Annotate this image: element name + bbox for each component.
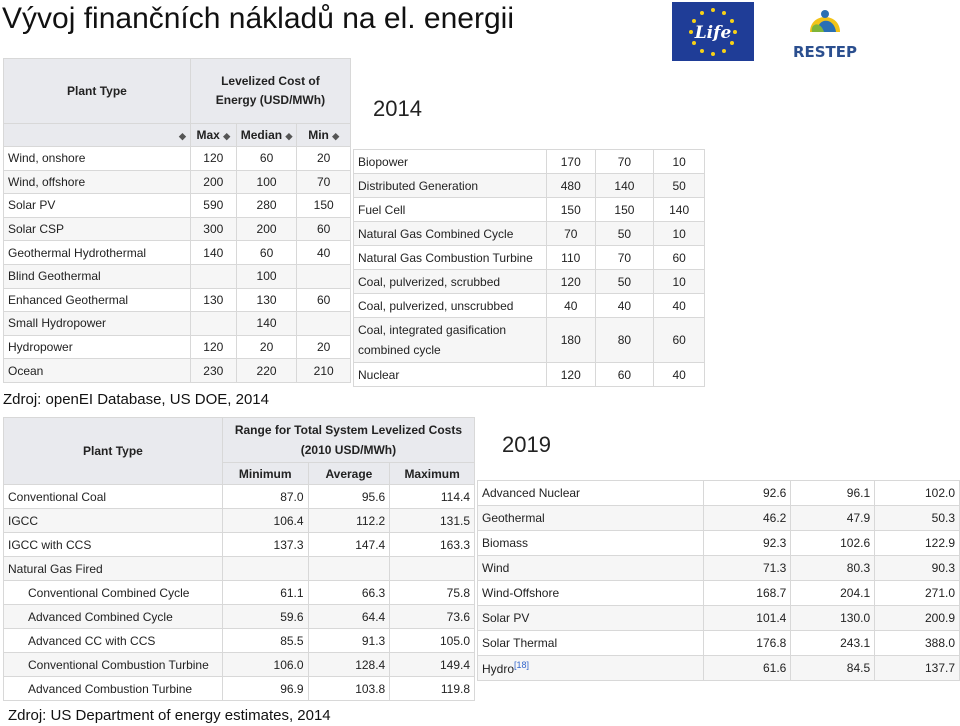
table-row <box>354 294 705 318</box>
table-row <box>354 363 705 387</box>
value-cell: 90.3 <box>875 556 960 581</box>
value-cell: 59.6 <box>222 605 308 629</box>
header-max[interactable]: Max ◆ <box>190 124 236 147</box>
value-cell: 147.4 <box>308 533 390 557</box>
value-cell: 130 <box>236 288 297 312</box>
value-cell <box>297 312 351 336</box>
table-row <box>4 147 351 171</box>
table-row <box>354 150 705 174</box>
header-maximum: Maximum <box>390 463 475 485</box>
table-row <box>478 606 960 631</box>
value-cell: 60 <box>236 241 297 265</box>
value-cell: 102.6 <box>791 531 875 556</box>
value-cell: 96.9 <box>222 677 308 701</box>
value-cell: 130.0 <box>791 606 875 631</box>
value-cell: 114.4 <box>390 485 475 509</box>
value-cell: 163.3 <box>390 533 475 557</box>
value-cell: 149.4 <box>390 653 475 677</box>
value-cell: 60 <box>297 217 351 241</box>
value-cell: 60 <box>297 288 351 312</box>
table-row <box>478 631 960 656</box>
value-cell: 100 <box>236 170 297 194</box>
header-plant-type: Plant Type <box>4 59 191 124</box>
value-cell: 91.3 <box>308 629 390 653</box>
value-cell: 50 <box>595 222 654 246</box>
plant-type-cell: Natural Gas Combustion Turbine <box>354 246 547 270</box>
value-cell: 120 <box>190 335 236 359</box>
plant-type-cell: Geothermal <box>478 506 704 531</box>
plant-type-cell: Advanced Nuclear <box>478 481 704 506</box>
value-cell: 50 <box>595 270 654 294</box>
value-cell: 60 <box>654 246 705 270</box>
value-cell: 40 <box>595 294 654 318</box>
value-cell: 200 <box>190 170 236 194</box>
plant-type-cell: Solar Thermal <box>478 631 704 656</box>
plant-type-cell: Solar PV <box>4 194 191 218</box>
plant-type-cell: Nuclear <box>354 363 547 387</box>
table-row <box>4 170 351 194</box>
value-cell: 40 <box>546 294 595 318</box>
value-cell: 120 <box>546 270 595 294</box>
value-cell: 128.4 <box>308 653 390 677</box>
value-cell <box>390 557 475 581</box>
restep-logo-text: RESTEP <box>792 43 858 61</box>
value-cell: 10 <box>654 270 705 294</box>
value-cell: 61.1 <box>222 581 308 605</box>
value-cell: 80.3 <box>791 556 875 581</box>
value-cell: 75.8 <box>390 581 475 605</box>
eu-life-logo-text: Life <box>694 23 732 43</box>
value-cell: 131.5 <box>390 509 475 533</box>
header-average: Average <box>308 463 390 485</box>
plant-type-cell: Blind Geothermal <box>4 264 191 288</box>
plant-type-cell: IGCC with CCS <box>4 533 223 557</box>
source-note-2019: Zdroj: US Department of energy estimates, 2014 <box>8 707 331 724</box>
value-cell: 271.0 <box>875 581 960 606</box>
header-range: Range for Total System Levelized Costs (2010 USD/MWh) <box>222 418 474 463</box>
table-row <box>4 653 475 677</box>
value-cell: 70 <box>546 222 595 246</box>
value-cell: 280 <box>236 194 297 218</box>
header-minimum: Minimum <box>222 463 308 485</box>
value-cell: 150 <box>595 198 654 222</box>
value-cell: 101.4 <box>703 606 791 631</box>
value-cell: 150 <box>546 198 595 222</box>
year-label-2014: 2014 <box>373 96 422 121</box>
value-cell: 10 <box>654 150 705 174</box>
value-cell: 50.3 <box>875 506 960 531</box>
value-cell: 480 <box>546 174 595 198</box>
header-levelized-cost: Levelized Cost of Energy (USD/MWh) <box>190 59 350 124</box>
value-cell: 140 <box>654 198 705 222</box>
table-row <box>4 241 351 265</box>
value-cell <box>308 557 390 581</box>
value-cell: 84.5 <box>791 656 875 681</box>
table-row <box>4 194 351 218</box>
sort-icon[interactable]: ◆ <box>285 131 293 141</box>
plant-type-cell: Ocean <box>4 359 191 383</box>
table-row <box>478 581 960 606</box>
value-cell: 71.3 <box>703 556 791 581</box>
value-cell: 40 <box>654 363 705 387</box>
value-cell: 112.2 <box>308 509 390 533</box>
table-row <box>354 222 705 246</box>
value-cell: 92.3 <box>703 531 791 556</box>
lcoe-2014-table-part2 <box>353 149 705 387</box>
value-cell: 61.6 <box>703 656 791 681</box>
value-cell: 64.4 <box>308 605 390 629</box>
value-cell: 150 <box>297 194 351 218</box>
table-row <box>4 359 351 383</box>
plant-type-cell: Coal, integrated gasification combined cycle <box>354 318 547 363</box>
value-cell: 66.3 <box>308 581 390 605</box>
plant-type-cell: Wind, offshore <box>4 170 191 194</box>
value-cell <box>190 264 236 288</box>
table-row <box>4 217 351 241</box>
value-cell: 10 <box>654 222 705 246</box>
plant-type-cell: Biopower <box>354 150 547 174</box>
value-cell: 87.0 <box>222 485 308 509</box>
value-cell: 92.6 <box>703 481 791 506</box>
lcoe-2019-table-part1 <box>3 417 475 701</box>
plant-type-cell: Coal, pulverized, unscrubbed <box>354 294 547 318</box>
value-cell: 388.0 <box>875 631 960 656</box>
value-cell: 70 <box>595 246 654 270</box>
value-cell: 137.7 <box>875 656 960 681</box>
value-cell: 243.1 <box>791 631 875 656</box>
value-cell: 122.9 <box>875 531 960 556</box>
value-cell: 590 <box>190 194 236 218</box>
value-cell: 80 <box>595 318 654 363</box>
plant-type-cell: Fuel Cell <box>354 198 547 222</box>
plant-type-cell: Wind, onshore <box>4 147 191 171</box>
plant-type-cell: Natural Gas Combined Cycle <box>354 222 547 246</box>
value-cell: 70 <box>297 170 351 194</box>
header-min[interactable]: Min ◆ <box>297 124 351 147</box>
plant-type-cell: Wind <box>478 556 704 581</box>
table-row <box>4 312 351 336</box>
page-title: Vývoj finančních nákladů na el. energii <box>2 2 514 35</box>
plant-type-cell: Advanced Combustion Turbine <box>4 677 223 701</box>
value-cell: 176.8 <box>703 631 791 656</box>
value-cell: 168.7 <box>703 581 791 606</box>
table-row <box>4 677 475 701</box>
table-row <box>4 605 475 629</box>
table-row <box>4 557 475 581</box>
header-median[interactable]: Median ◆ <box>236 124 297 147</box>
table-row <box>478 556 960 581</box>
value-cell: 60 <box>595 363 654 387</box>
value-cell: 200.9 <box>875 606 960 631</box>
plant-type-cell: Advanced CC with CCS <box>4 629 223 653</box>
value-cell: 85.5 <box>222 629 308 653</box>
value-cell: 95.6 <box>308 485 390 509</box>
lcoe-2014-table-part1 <box>3 58 351 383</box>
plant-type-cell: Small Hydropower <box>4 312 191 336</box>
table-row <box>354 198 705 222</box>
value-cell: 70 <box>595 150 654 174</box>
table-row <box>4 581 475 605</box>
plant-type-cell: Hydropower <box>4 335 191 359</box>
plant-type-cell: Geothermal Hydrothermal <box>4 241 191 265</box>
plant-type-cell: Hydro[18] <box>478 656 704 681</box>
table-row <box>4 533 475 557</box>
value-cell <box>222 557 308 581</box>
value-cell: 47.9 <box>791 506 875 531</box>
plant-type-cell: Natural Gas Fired <box>4 557 223 581</box>
value-cell: 20 <box>297 335 351 359</box>
value-cell: 105.0 <box>390 629 475 653</box>
plant-type-cell: Solar CSP <box>4 217 191 241</box>
table-row <box>354 270 705 294</box>
value-cell: 106.4 <box>222 509 308 533</box>
value-cell: 120 <box>190 147 236 171</box>
table-row <box>478 481 960 506</box>
plant-type-cell: Coal, pulverized, scrubbed <box>354 270 547 294</box>
sort-icon[interactable]: ◆ <box>223 131 231 141</box>
value-cell: 100 <box>236 264 297 288</box>
year-label-2019: 2019 <box>502 432 551 457</box>
plant-type-cell: Conventional Coal <box>4 485 223 509</box>
value-cell: 60 <box>236 147 297 171</box>
value-cell: 140 <box>595 174 654 198</box>
value-cell: 230 <box>190 359 236 383</box>
value-cell: 130 <box>190 288 236 312</box>
source-note-2014: Zdroj: openEI Database, US DOE, 2014 <box>3 391 269 408</box>
value-cell: 46.2 <box>703 506 791 531</box>
table-row <box>4 335 351 359</box>
value-cell: 73.6 <box>390 605 475 629</box>
value-cell: 140 <box>236 312 297 336</box>
sort-icon[interactable]: ◆ <box>178 131 186 141</box>
value-cell: 20 <box>297 147 351 171</box>
value-cell: 180 <box>546 318 595 363</box>
value-cell: 220 <box>236 359 297 383</box>
hydro-reference-link[interactable]: [18] <box>514 660 530 670</box>
plant-type-cell: Advanced Combined Cycle <box>4 605 223 629</box>
table-row <box>4 509 475 533</box>
table-row <box>4 264 351 288</box>
plant-type-cell: Distributed Generation <box>354 174 547 198</box>
table-row <box>478 656 960 681</box>
plant-type-cell: Conventional Combined Cycle <box>4 581 223 605</box>
value-cell: 40 <box>297 241 351 265</box>
value-cell: 40 <box>654 294 705 318</box>
header-plant-type-2: Plant Type <box>4 418 223 485</box>
eu-life-logo <box>672 2 754 61</box>
table-row <box>354 246 705 270</box>
plant-type-cell: Wind-Offshore <box>478 581 704 606</box>
value-cell: 300 <box>190 217 236 241</box>
table-row <box>4 485 475 509</box>
plant-type-cell: IGCC <box>4 509 223 533</box>
table-row <box>354 318 705 363</box>
value-cell: 210 <box>297 359 351 383</box>
sort-plant-type[interactable] <box>4 124 191 147</box>
table-row <box>478 531 960 556</box>
value-cell: 50 <box>654 174 705 198</box>
value-cell: 110 <box>546 246 595 270</box>
value-cell: 204.1 <box>791 581 875 606</box>
lcoe-2019-table-part2 <box>477 480 960 681</box>
value-cell <box>297 264 351 288</box>
value-cell: 140 <box>190 241 236 265</box>
value-cell: 103.8 <box>308 677 390 701</box>
plant-type-cell: Biomass <box>478 531 704 556</box>
plant-type-cell: Solar PV <box>478 606 704 631</box>
value-cell: 120 <box>546 363 595 387</box>
value-cell: 137.3 <box>222 533 308 557</box>
restep-logo <box>780 2 870 64</box>
value-cell: 60 <box>654 318 705 363</box>
value-cell: 170 <box>546 150 595 174</box>
value-cell: 106.0 <box>222 653 308 677</box>
value-cell <box>190 312 236 336</box>
value-cell: 20 <box>236 335 297 359</box>
table-row <box>354 174 705 198</box>
value-cell: 200 <box>236 217 297 241</box>
value-cell: 119.8 <box>390 677 475 701</box>
table-row <box>4 288 351 312</box>
table-row <box>4 629 475 653</box>
sort-icon[interactable]: ◆ <box>332 131 340 141</box>
value-cell: 102.0 <box>875 481 960 506</box>
plant-type-cell: Conventional Combustion Turbine <box>4 653 223 677</box>
table-row <box>478 506 960 531</box>
plant-type-cell: Enhanced Geothermal <box>4 288 191 312</box>
value-cell: 96.1 <box>791 481 875 506</box>
